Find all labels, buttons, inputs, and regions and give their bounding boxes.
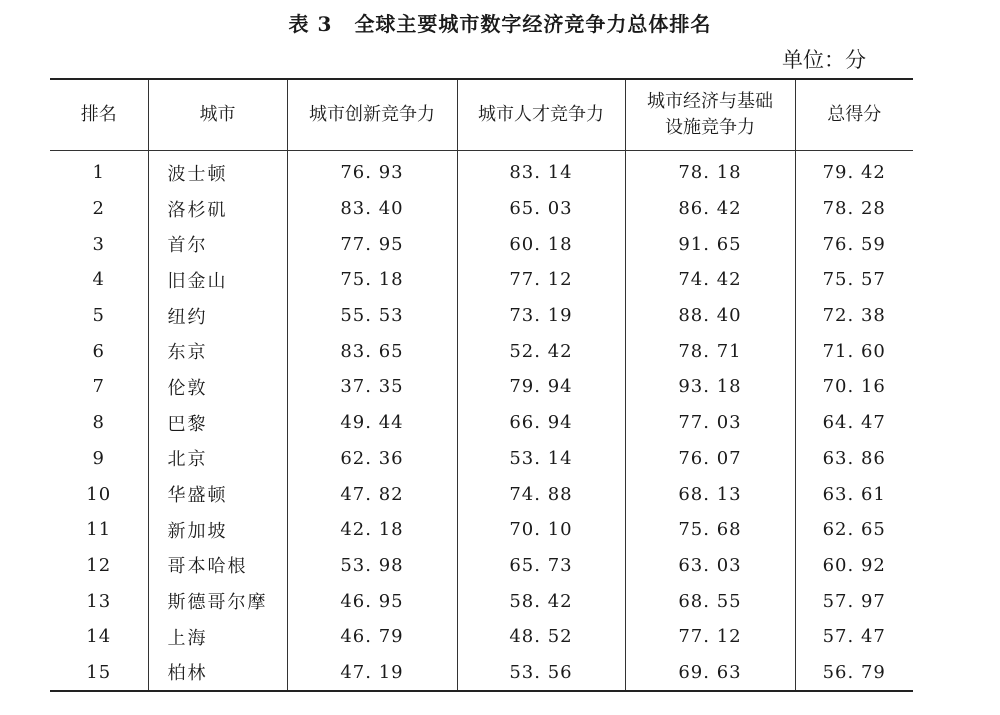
innovation-score-cell: 47. 19 bbox=[287, 655, 457, 692]
table-row bbox=[50, 151, 913, 191]
innovation-score-cell: 55. 53 bbox=[287, 298, 457, 334]
rank-cell: 11 bbox=[86, 519, 112, 541]
city-cell: 东京 bbox=[148, 333, 287, 369]
rank-cell: 5 bbox=[92, 305, 105, 327]
innovation-score-cell: 77. 95 bbox=[287, 226, 457, 262]
total-score-cell: 63. 86 bbox=[795, 441, 913, 477]
innovation-score-cell: 83. 40 bbox=[287, 191, 457, 227]
total-score-cell: 70. 16 bbox=[795, 369, 913, 405]
table-row bbox=[50, 441, 913, 477]
table-row bbox=[50, 548, 913, 584]
economy-score-cell: 78. 71 bbox=[625, 333, 795, 369]
total-score-cell: 71. 60 bbox=[795, 333, 913, 369]
city-cell: 新加坡 bbox=[148, 512, 287, 548]
economy-score-cell: 88. 40 bbox=[625, 298, 795, 334]
total-score-cell: 79. 42 bbox=[795, 151, 913, 191]
economy-score-cell: 77. 03 bbox=[625, 405, 795, 441]
total-score-cell: 78. 28 bbox=[795, 191, 913, 227]
economy-score-cell: 76. 07 bbox=[625, 441, 795, 477]
city-cell: 纽约 bbox=[148, 298, 287, 334]
total-score-cell: 63. 61 bbox=[795, 476, 913, 512]
city-cell: 伦敦 bbox=[148, 369, 287, 405]
economy-score-cell: 74. 42 bbox=[625, 262, 795, 298]
total-score-cell: 57. 97 bbox=[795, 583, 913, 619]
talent-score-cell: 74. 88 bbox=[457, 476, 625, 512]
economy-score-cell: 86. 42 bbox=[625, 191, 795, 227]
table-row bbox=[50, 226, 913, 262]
talent-score-cell: 66. 94 bbox=[457, 405, 625, 441]
economy-score-cell: 78. 18 bbox=[625, 151, 795, 191]
header-total: 总得分 bbox=[795, 79, 913, 151]
innovation-score-cell: 53. 98 bbox=[287, 548, 457, 584]
rank-cell: 2 bbox=[92, 198, 105, 220]
total-score-cell: 76. 59 bbox=[795, 226, 913, 262]
innovation-score-cell: 47. 82 bbox=[287, 476, 457, 512]
innovation-score-cell: 62. 36 bbox=[287, 441, 457, 477]
innovation-score-cell: 37. 35 bbox=[287, 369, 457, 405]
city-cell: 波士顿 bbox=[148, 151, 287, 191]
city-cell: 首尔 bbox=[148, 226, 287, 262]
header-talent: 城市人才竞争力 bbox=[457, 79, 625, 151]
table-row bbox=[50, 405, 913, 441]
header-city: 城市 bbox=[148, 79, 287, 151]
table-number: 表 3 bbox=[288, 12, 333, 36]
table-row bbox=[50, 369, 913, 405]
rank-cell: 10 bbox=[86, 483, 112, 505]
talent-score-cell: 60. 18 bbox=[457, 226, 625, 262]
economy-score-cell: 69. 63 bbox=[625, 655, 795, 692]
innovation-score-cell: 46. 95 bbox=[287, 583, 457, 619]
rank-cell: 14 bbox=[86, 626, 112, 648]
city-cell: 北京 bbox=[148, 441, 287, 477]
table-row bbox=[50, 583, 913, 619]
city-cell: 斯德哥尔摩 bbox=[148, 583, 287, 619]
table-row bbox=[50, 298, 913, 334]
total-score-cell: 72. 38 bbox=[795, 298, 913, 334]
rank-cell: 8 bbox=[92, 412, 105, 434]
city-cell: 巴黎 bbox=[148, 405, 287, 441]
city-cell: 哥本哈根 bbox=[148, 548, 287, 584]
table-row bbox=[50, 262, 913, 298]
city-cell: 洛杉矶 bbox=[148, 191, 287, 227]
rank-cell: 6 bbox=[92, 340, 105, 362]
talent-score-cell: 58. 42 bbox=[457, 583, 625, 619]
city-cell: 华盛顿 bbox=[148, 476, 287, 512]
table-header-row bbox=[50, 79, 913, 151]
economy-score-cell: 77. 12 bbox=[625, 619, 795, 655]
economy-score-cell: 68. 55 bbox=[625, 583, 795, 619]
talent-score-cell: 65. 03 bbox=[457, 191, 625, 227]
table-row bbox=[50, 333, 913, 369]
rank-cell: 15 bbox=[50, 655, 148, 692]
economy-score-cell: 91. 65 bbox=[625, 226, 795, 262]
innovation-score-cell: 49. 44 bbox=[287, 405, 457, 441]
talent-score-cell: 53. 14 bbox=[457, 441, 625, 477]
city-cell: 柏林 bbox=[148, 655, 287, 692]
table-row bbox=[50, 512, 913, 548]
innovation-score-cell: 76. 93 bbox=[287, 151, 457, 191]
ranking-table bbox=[50, 78, 913, 692]
table-title bbox=[0, 8, 1000, 37]
talent-score-cell: 52. 42 bbox=[457, 333, 625, 369]
table-row bbox=[50, 191, 913, 227]
total-score-cell: 57. 47 bbox=[795, 619, 913, 655]
total-score-cell: 56. 79 bbox=[795, 655, 913, 692]
talent-score-cell: 48. 52 bbox=[457, 619, 625, 655]
header-rank: 排名 bbox=[50, 79, 148, 151]
rank-cell: 12 bbox=[86, 554, 112, 576]
table-row bbox=[50, 655, 913, 692]
table-body bbox=[50, 151, 913, 692]
total-score-cell: 64. 47 bbox=[795, 405, 913, 441]
table-title-text: 全球主要城市数字经济竞争力总体排名 bbox=[354, 12, 712, 36]
rank-cell: 7 bbox=[92, 376, 105, 398]
rank-cell: 1 bbox=[92, 162, 105, 184]
talent-score-cell: 77. 12 bbox=[457, 262, 625, 298]
economy-score-cell: 75. 68 bbox=[625, 512, 795, 548]
unit-label: 单位：分 bbox=[782, 48, 866, 72]
innovation-score-cell: 75. 18 bbox=[287, 262, 457, 298]
rank-cell: 13 bbox=[86, 590, 112, 612]
header-economy-line1: 城市经济与基础 bbox=[647, 90, 773, 112]
rank-cell: 9 bbox=[92, 447, 105, 469]
header-economy-line2: 设施竞争力 bbox=[665, 117, 755, 138]
table-row bbox=[50, 619, 913, 655]
rank-cell: 4 bbox=[92, 269, 105, 291]
talent-score-cell: 83. 14 bbox=[457, 151, 625, 191]
talent-score-cell: 70. 10 bbox=[457, 512, 625, 548]
total-score-cell: 62. 65 bbox=[795, 512, 913, 548]
rank-cell: 3 bbox=[92, 233, 105, 255]
total-score-cell: 60. 92 bbox=[795, 548, 913, 584]
city-cell: 旧金山 bbox=[148, 262, 287, 298]
economy-score-cell: 93. 18 bbox=[625, 369, 795, 405]
economy-score-cell: 63. 03 bbox=[625, 548, 795, 584]
innovation-score-cell: 42. 18 bbox=[287, 512, 457, 548]
talent-score-cell: 73. 19 bbox=[457, 298, 625, 334]
talent-score-cell: 65. 73 bbox=[457, 548, 625, 584]
economy-score-cell: 68. 13 bbox=[625, 476, 795, 512]
innovation-score-cell: 83. 65 bbox=[287, 333, 457, 369]
city-cell: 上海 bbox=[148, 619, 287, 655]
total-score-cell: 75. 57 bbox=[795, 262, 913, 298]
talent-score-cell: 53. 56 bbox=[457, 655, 625, 692]
table-row bbox=[50, 476, 913, 512]
talent-score-cell: 79. 94 bbox=[457, 369, 625, 405]
header-economy bbox=[625, 79, 795, 151]
innovation-score-cell: 46. 79 bbox=[287, 619, 457, 655]
header-innovation: 城市创新竞争力 bbox=[287, 79, 457, 151]
